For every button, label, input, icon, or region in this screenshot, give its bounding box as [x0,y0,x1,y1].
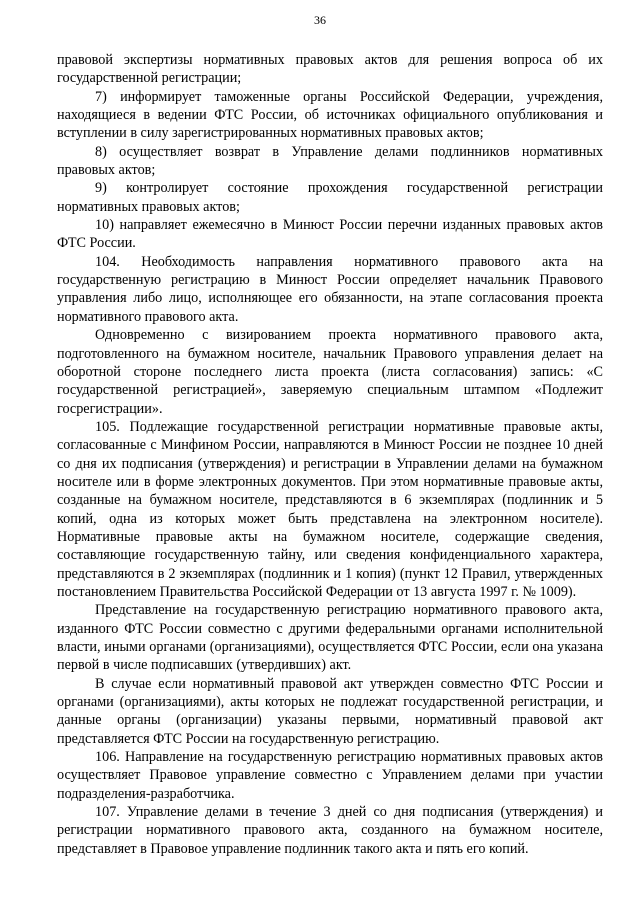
paragraph: Одновременно с визированием проекта нормативного правового акта, подготовленного на бумажном носителе, начальник Правового управления делает на оборотной стороне последнего листа проекта (листа согласования) запись: «С государственной регистрацией», заверяемую специальным штампом «Подлежит госрегистрации». [57,327,603,417]
list-item-7: 7) информирует таможенные органы Российской Федерации, учреждения, находящиеся в ведении ФТС России, об источниках официального опубликования и вступлении в силу зарегистрированных нормативных правовых актов; [57,88,603,142]
paragraph: правовой экспертизы нормативных правовых актов для решения вопроса об их государственной регистрации; [57,52,603,87]
clause-106: 106. Направление на государственную регистрацию нормативных правовых актов осуществляет Правовое управление совместно с Управлением делами при участии подразделения-разработчика. [57,749,603,802]
paragraph: Представление на государственную регистрацию нормативного правового акта, изданного ФТС России совместно с другими федеральными органами исполнительной власти, иными органами (организациями), осуществляется ФТС России, если она указана первой в числе подписавших (утвердивших) акт. [57,602,603,674]
list-item-10: 10) направляет ежемесячно в Минюст России перечни изданных правовых актов ФТС России. [57,217,603,252]
list-item-8: 8) осуществляет возврат в Управление делами подлинников нормативных правовых актов; [57,143,603,179]
clause-104: 104. Необходимость направления нормативного правового акта на государственную регистрацию в Минюст России определяет начальник Правового управления либо лицо, исполняющее его обязанности, на этапе согласования проекта нормативного правового акта. [57,253,603,325]
document-body [57,51,603,858]
paragraph: В случае если нормативный правовой акт утвержден совместно ФТС России и органами (организациями), акты которых не подлежат государственной регистрации, и данные органы (организации) указаны первыми, нормативный правовой акт представляется ФТС России на государственную регистрацию. [57,675,603,747]
clause-105: 105. Подлежащие государственной регистрации нормативные правовые акты, согласованные с Минфином России, направляются в Минюст России не позднее 10 дней со дня их подписания (утверждения) и регистрации в Управлении делами на бумажном носителе или в форме электронных документов. При этом нормативные правовые акты, созданные на бумажном носителе, представляются в 6 экземплярах (подлинник и 5 копий, одна из которых может быть представлена на электронном носителе). Нормативные правовые акты на бумажном носителе, содержащие сведения, составляющие государственную тайну, или сведения конфиденциального характера, представляются в 2 экземплярах (подлинник и 1 копия) (пункт 12 Правил, утвержденных постановлением Правительства Российской Федерации от 13 августа 1997 г. № 1009). [57,418,603,600]
list-item-9: 9) контролирует состояние прохождения государственной регистрации нормативных правовых актов; [57,180,603,215]
page-number: 36 [314,13,326,27]
clause-107: 107. Управление делами в течение 3 дней со дня подписания (утверждения) и регистрации нормативного правового акта, созданного на бумажном носителе, представляет в Правовое управление подлинник такого акта и пять его копий. [57,804,603,857]
